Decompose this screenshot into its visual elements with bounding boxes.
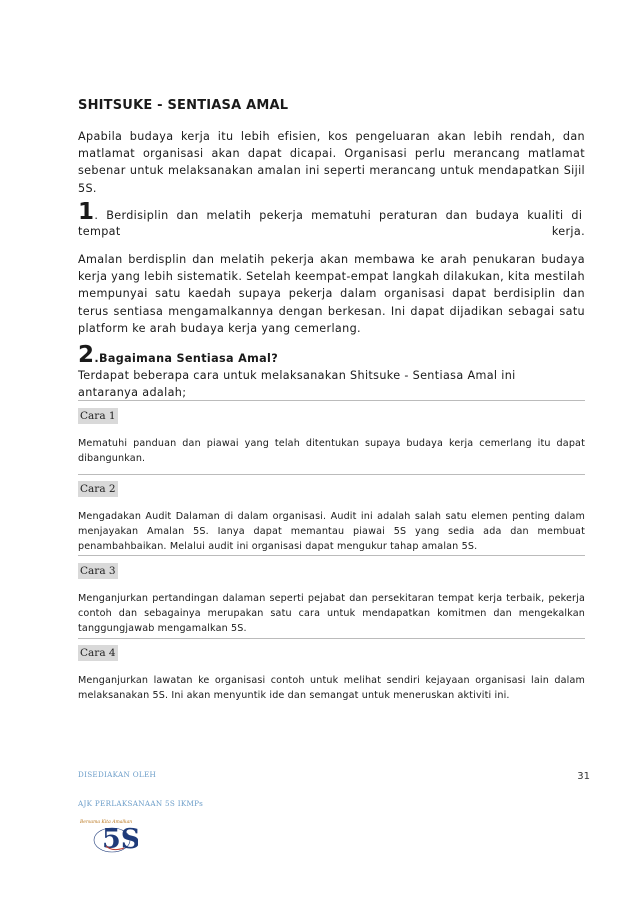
point-1-text-right: kerja. xyxy=(551,225,585,238)
way-4-label: Cara 4 xyxy=(80,647,116,659)
way-1-text: Mematuhi panduan dan piawai yang telah ditentukan supaya budaya kerja cemerlang itu dapat dibangunkan. xyxy=(78,438,585,465)
point-1-text: . Berdisiplin dan melatih pekerja mematuhi peraturan dan budaya kualiti di xyxy=(94,209,583,222)
page-number: 31 xyxy=(577,771,590,782)
point-2-heading xyxy=(78,342,585,368)
intro-paragraph: Apabila budaya kerja itu lebih efisien, kos pengeluaran akan lebih rendah, dan matlamat organisasi akan dapat dicapai. Organisasi perlu merancang matlamat sebenar untuk melaksanakan amalan ini seperti merancang untuk mendapatkan Sijil 5S. xyxy=(78,130,585,195)
way-1-label: Cara 1 xyxy=(80,410,116,422)
point-1-line-2 xyxy=(78,225,585,238)
divider xyxy=(78,555,585,556)
point-1-number: 1 xyxy=(78,199,95,225)
way-2-text: Mengadakan Audit Dalaman di dalam organisasi. Audit ini adalah salah satu elemen penting dalam menjayakan Amalan 5S. Ianya dapat memantau piawai 5S yang sedia ada dan membuat penambahbaikan. Melalui audit ini organisasi dapat mengukur tahap amalan 5S. xyxy=(78,511,585,553)
logo-5s: 5S xyxy=(102,824,138,855)
point-1-text-left: tempat xyxy=(78,225,121,238)
page-title: SHITSUKE - SENTIASA AMAL xyxy=(78,98,289,113)
point-2-title: .Bagaimana Sentiasa Amal? xyxy=(94,352,279,365)
way-3-text: Menganjurkan pertandingan dalaman seperti pejabat dan persekitaran tempat kerja terbaik, pekerja contoh dan sebagainya merupakan satu cara untuk mendapatkan komitmen dan mengekalkan tanggungjawab mengamalkan 5S. xyxy=(78,593,585,635)
point-2-number: 2 xyxy=(78,342,95,368)
divider xyxy=(78,400,585,401)
5s-logo xyxy=(78,813,138,858)
divider xyxy=(78,638,585,639)
divider xyxy=(78,474,585,475)
point-2-text: Terdapat beberapa cara untuk melaksanakan Shitsuke - Sentiasa Amal ini antaranya adalah; xyxy=(78,369,516,400)
point-1-line xyxy=(78,199,585,225)
way-2-label: Cara 2 xyxy=(80,483,116,495)
way-3-label: Cara 3 xyxy=(80,565,116,577)
footer-committee: AJK PERLAKSANAAN 5S IKMPs xyxy=(78,799,204,808)
way-4-text: Menganjurkan lawatan ke organisasi contoh untuk melihat sendiri kejayaan organisasi lain dalam melaksanakan 5S. Ini akan menyuntik ide dan semangat untuk meneruskan aktiviti ini. xyxy=(78,675,585,702)
footer-prepared-by: DISEDIAKAN OLEH xyxy=(78,770,157,779)
logo-script: Bersama Kita Amalkan xyxy=(80,820,133,825)
discipline-paragraph: Amalan berdisplin dan melatih pekerja akan membawa ke arah penukaran budaya kerja yang lebih sistematik. Setelah keempat-empat langkah dilakukan, kita mestilah mempunyai satu kaedah supaya pekerja dalam organisasi dapat berdisiplin dan terus sentiasa mengamalkannya dengan berkesan. Ini dapat dijadikan sebagai satu platform ke arah budaya kerja yang cemerlang. xyxy=(78,253,585,335)
